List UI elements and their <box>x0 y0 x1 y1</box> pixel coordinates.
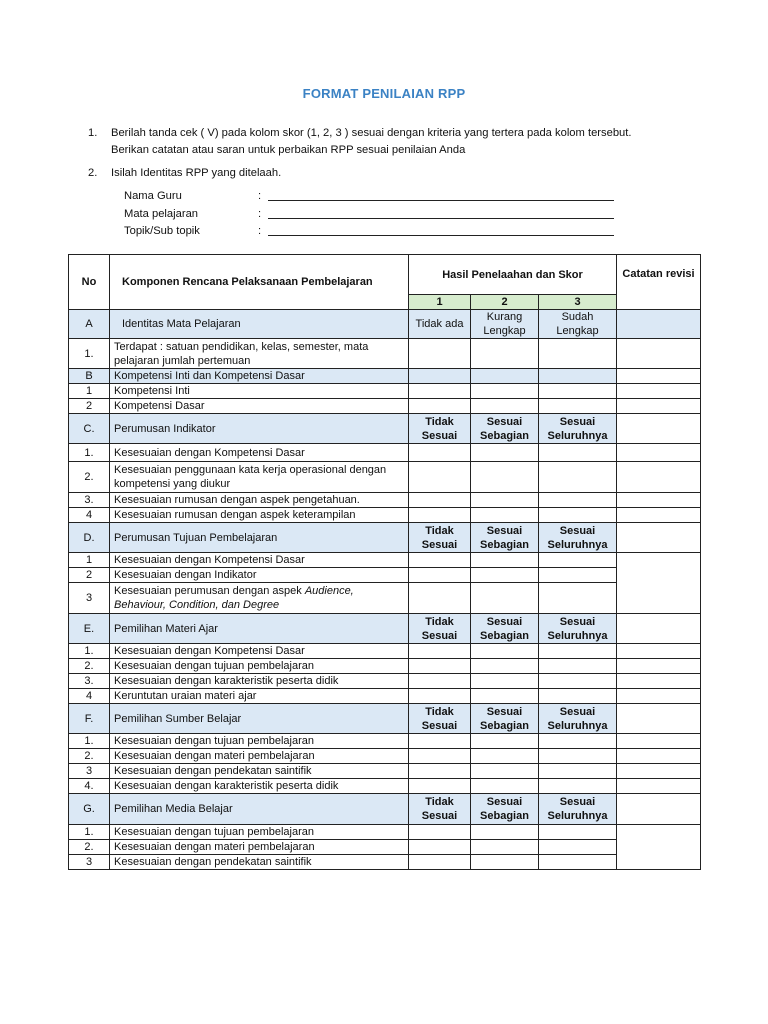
score-cell-1[interactable] <box>409 399 471 414</box>
catatan-cell <box>617 523 701 553</box>
score-cell-2[interactable] <box>471 399 539 414</box>
score-cell-1[interactable] <box>409 689 471 704</box>
item-no: 4 <box>69 508 110 523</box>
catatan-cell[interactable] <box>617 493 701 508</box>
criteria-1: Tidak ada <box>409 310 471 339</box>
section-code: A <box>69 310 110 339</box>
score-cell-2[interactable] <box>471 674 539 689</box>
catatan-cell[interactable] <box>617 734 701 749</box>
item-text-main: Kesesuaian perumusan dengan aspek <box>114 585 305 597</box>
score-cell-1[interactable] <box>409 840 471 855</box>
score-cell-1[interactable] <box>409 369 471 384</box>
criteria-3: Sesuai Seluruhnya <box>539 523 617 553</box>
criteria-1: Tidak Sesuai <box>409 414 471 444</box>
score-cell-2[interactable] <box>471 749 539 764</box>
item-no: 1. <box>69 825 110 840</box>
topik-field[interactable] <box>268 223 614 236</box>
catatan-cell[interactable] <box>617 399 701 414</box>
score-cell-3[interactable] <box>539 825 617 840</box>
item-text: Kesesuaian dengan pendekatan saintifik <box>110 855 409 870</box>
field-label: Mata pelajaran <box>124 207 199 220</box>
criteria-2: Sesuai Sebagian <box>471 794 539 825</box>
item-text: Kesesuaian dengan tujuan pembelajaran <box>110 659 409 674</box>
item-text: Kesesuaian dengan Kompetensi Dasar <box>110 553 409 568</box>
section-code: D. <box>69 523 110 553</box>
item-no: 3. <box>69 674 110 689</box>
criteria-3: Sesuai Seluruhnya <box>539 414 617 444</box>
catatan-cell[interactable] <box>617 369 701 384</box>
score-cell-3[interactable] <box>539 462 617 493</box>
section-title: Pemilihan Materi Ajar <box>110 614 409 644</box>
field-label: Topik/Sub topik <box>124 225 200 237</box>
item-no: 2. <box>69 659 110 674</box>
catatan-cell <box>617 310 701 339</box>
catatan-cell[interactable] <box>617 384 701 399</box>
score-cell-1[interactable] <box>409 462 471 493</box>
criteria-1: Tidak Sesuai <box>409 794 471 825</box>
item-no: 1. <box>69 339 110 369</box>
item-text: Kesesuaian dengan Kompetensi Dasar <box>110 444 409 462</box>
item-no: 4 <box>69 689 110 704</box>
section-title: Perumusan Tujuan Pembelajaran <box>110 523 409 553</box>
catatan-cell[interactable] <box>617 749 701 764</box>
item-no: 2. <box>69 749 110 764</box>
section-title: Kompetensi Inti dan Kompetensi Dasar <box>110 369 409 384</box>
score-cell-2[interactable] <box>471 659 539 674</box>
colon: : <box>258 190 262 202</box>
header-catatan: Catatan revisi <box>617 255 701 295</box>
field-label: Nama Guru <box>124 190 182 202</box>
score-cell-3[interactable] <box>539 689 617 704</box>
score-cell-3[interactable] <box>539 508 617 523</box>
score-cell-2[interactable] <box>471 840 539 855</box>
score-cell-3[interactable] <box>539 855 617 870</box>
item-text: Kompetensi Dasar <box>110 399 409 414</box>
catatan-cell[interactable] <box>617 444 701 462</box>
score-cell-1[interactable] <box>409 855 471 870</box>
instruction-2 <box>88 165 658 183</box>
score-cell-3[interactable] <box>539 749 617 764</box>
score-cell-1[interactable] <box>409 339 471 369</box>
score-2: 2 <box>471 295 539 310</box>
item-no: 1. <box>69 734 110 749</box>
page-title: FORMAT PENILAIAN RPP <box>302 86 466 101</box>
score-cell-2[interactable] <box>471 779 539 794</box>
catatan-cell <box>617 794 701 825</box>
catatan-cell[interactable] <box>617 674 701 689</box>
catatan-cell[interactable] <box>617 764 701 779</box>
identity-block <box>124 188 614 241</box>
score-cell-3[interactable] <box>539 553 617 568</box>
score-cell-1[interactable] <box>409 674 471 689</box>
item-text: Kesesuaian rumusan dengan aspek pengetahuan. <box>110 493 409 508</box>
item-no: 2 <box>69 399 110 414</box>
section-title: Pemilihan Media Belajar <box>110 794 409 825</box>
catatan-cell[interactable] <box>617 508 701 523</box>
section-title: Pemilihan Sumber Belajar <box>110 704 409 734</box>
score-cell-1[interactable] <box>409 825 471 840</box>
criteria-3: Sesuai Seluruhnya <box>539 704 617 734</box>
section-title: Perumusan Indikator <box>110 414 409 444</box>
item-text: Kesesuaian dengan materi pembelajaran <box>110 749 409 764</box>
catatan-cell[interactable] <box>617 462 701 493</box>
catatan-cell[interactable] <box>617 689 701 704</box>
catatan-cell <box>617 614 701 644</box>
section-title: Identitas Mata Pelajaran <box>110 310 409 339</box>
criteria-2: Kurang Lengkap <box>471 310 539 339</box>
nama-guru-field[interactable] <box>268 188 614 201</box>
mata-pelajaran-field[interactable] <box>268 206 614 219</box>
score-cell-3[interactable] <box>539 493 617 508</box>
item-text: Kompetensi Inti <box>110 384 409 399</box>
item-no: 3 <box>69 583 110 614</box>
identity-row-nama-guru <box>124 188 614 206</box>
instruction-text: Berilah tanda cek ( V) pada kolom skor (1, 2, 3 ) sesuai dengan kriteria yang tertera pada kolom tersebut. Berikan catatan atau saran untuk perbaikan RPP sesuai penilaian Anda <box>111 127 632 156</box>
score-cell-3[interactable] <box>539 659 617 674</box>
score-cell-1[interactable] <box>409 659 471 674</box>
score-cell-3[interactable] <box>539 779 617 794</box>
item-text: Kesesuaian dengan tujuan pembelajaran <box>110 825 409 840</box>
section-code: B <box>69 369 110 384</box>
score-cell-2[interactable] <box>471 462 539 493</box>
score-cell-2[interactable] <box>471 583 539 614</box>
criteria-3: Sudah Lengkap <box>539 310 617 339</box>
item-no: 3 <box>69 855 110 870</box>
score-cell-1[interactable] <box>409 493 471 508</box>
score-cell-2[interactable] <box>471 493 539 508</box>
score-cell-1[interactable] <box>409 568 471 583</box>
item-text: Kesesuaian dengan karakteristik peserta didik <box>110 779 409 794</box>
score-cell-2[interactable] <box>471 689 539 704</box>
criteria-1: Tidak Sesuai <box>409 704 471 734</box>
section-code: G. <box>69 794 110 825</box>
criteria-3: Sesuai Seluruhnya <box>539 794 617 825</box>
header-komponen: Komponen Rencana Pelaksanaan Pembelajaran <box>110 255 409 310</box>
score-cell-2[interactable] <box>471 444 539 462</box>
score-cell-1[interactable] <box>409 644 471 659</box>
score-cell-1[interactable] <box>409 553 471 568</box>
catatan-cell[interactable] <box>617 553 701 614</box>
item-text: Keruntutan uraian materi ajar <box>110 689 409 704</box>
item-text: Kesesuaian dengan materi pembelajaran <box>110 840 409 855</box>
item-text: Kesesuaian dengan tujuan pembelajaran <box>110 734 409 749</box>
criteria-2: Sesuai Sebagian <box>471 704 539 734</box>
score-cell-3[interactable] <box>539 444 617 462</box>
item-text: Terdapat : satuan pendidikan, kelas, semester, mata pelajaran jumlah pertemuan <box>110 339 409 369</box>
score-cell-2[interactable] <box>471 553 539 568</box>
header-no: No <box>69 255 110 310</box>
item-no: 3 <box>69 764 110 779</box>
criteria-3: Sesuai Seluruhnya <box>539 614 617 644</box>
score-cell-3[interactable] <box>539 369 617 384</box>
criteria-2: Sesuai Sebagian <box>471 614 539 644</box>
instruction-number: 1. <box>88 127 98 139</box>
colon: : <box>258 207 262 220</box>
item-no: 2. <box>69 462 110 493</box>
item-text: Kesesuaian penggunaan kata kerja operasional dengan kompetensi yang diukur <box>110 462 409 493</box>
score-cell-2[interactable] <box>471 384 539 399</box>
catatan-cell <box>617 704 701 734</box>
score-cell-3[interactable] <box>539 583 617 614</box>
item-text: Kesesuaian rumusan dengan aspek keterampilan <box>110 508 409 523</box>
score-cell-3[interactable] <box>539 734 617 749</box>
score-cell-1[interactable] <box>409 734 471 749</box>
item-no: 1 <box>69 384 110 399</box>
item-no: 2. <box>69 840 110 855</box>
catatan-cell[interactable] <box>617 779 701 794</box>
score-cell-1[interactable] <box>409 764 471 779</box>
catatan-cell[interactable] <box>617 659 701 674</box>
item-text <box>110 583 409 614</box>
catatan-cell <box>617 295 701 310</box>
section-code: F. <box>69 704 110 734</box>
item-no: 1. <box>69 444 110 462</box>
instruction-1 <box>88 125 658 161</box>
score-cell-2[interactable] <box>471 644 539 659</box>
score-cell-3[interactable] <box>539 764 617 779</box>
score-cell-1[interactable] <box>409 749 471 764</box>
criteria-1: Tidak Sesuai <box>409 523 471 553</box>
score-3: 3 <box>539 295 617 310</box>
score-cell-3[interactable] <box>539 339 617 369</box>
score-cell-2[interactable] <box>471 369 539 384</box>
score-cell-1[interactable] <box>409 384 471 399</box>
criteria-2: Sesuai Sebagian <box>471 523 539 553</box>
identity-row-topik <box>124 223 614 241</box>
criteria-1: Tidak Sesuai <box>409 614 471 644</box>
item-no: 4. <box>69 779 110 794</box>
score-cell-3[interactable] <box>539 674 617 689</box>
item-text-italic: Audience, Behaviour, Condition, dan Degree <box>114 585 354 611</box>
score-1: 1 <box>409 295 471 310</box>
catatan-cell[interactable] <box>617 644 701 659</box>
item-text: Kesesuaian dengan Kompetensi Dasar <box>110 644 409 659</box>
score-cell-2[interactable] <box>471 568 539 583</box>
score-cell-1[interactable] <box>409 779 471 794</box>
score-cell-1[interactable] <box>409 508 471 523</box>
criteria-2: Sesuai Sebagian <box>471 414 539 444</box>
colon: : <box>258 225 262 237</box>
item-no: 1. <box>69 644 110 659</box>
assessment-table <box>68 254 701 870</box>
header-hasil: Hasil Penelaahan dan Skor <box>409 255 617 295</box>
catatan-cell[interactable] <box>617 825 701 870</box>
item-no: 1 <box>69 553 110 568</box>
item-no: 2 <box>69 568 110 583</box>
item-text: Kesesuaian dengan karakteristik peserta didik <box>110 674 409 689</box>
item-no: 3. <box>69 493 110 508</box>
score-cell-3[interactable] <box>539 840 617 855</box>
catatan-cell <box>617 414 701 444</box>
catatan-cell[interactable] <box>617 339 701 369</box>
score-cell-3[interactable] <box>539 384 617 399</box>
section-code: C. <box>69 414 110 444</box>
instruction-text: Isilah Identitas RPP yang ditelaah. <box>111 167 282 179</box>
item-text: Kesesuaian dengan Indikator <box>110 568 409 583</box>
score-cell-2[interactable] <box>471 825 539 840</box>
identity-row-mata-pelajaran <box>124 206 614 224</box>
score-cell-2[interactable] <box>471 855 539 870</box>
score-cell-3[interactable] <box>539 399 617 414</box>
score-cell-3[interactable] <box>539 568 617 583</box>
score-cell-3[interactable] <box>539 644 617 659</box>
score-cell-1[interactable] <box>409 583 471 614</box>
score-cell-2[interactable] <box>471 734 539 749</box>
item-text: Kesesuaian dengan pendekatan saintifik <box>110 764 409 779</box>
score-cell-2[interactable] <box>471 508 539 523</box>
score-cell-1[interactable] <box>409 444 471 462</box>
instruction-number: 2. <box>88 167 98 179</box>
section-code: E. <box>69 614 110 644</box>
score-cell-2[interactable] <box>471 764 539 779</box>
score-cell-2[interactable] <box>471 339 539 369</box>
